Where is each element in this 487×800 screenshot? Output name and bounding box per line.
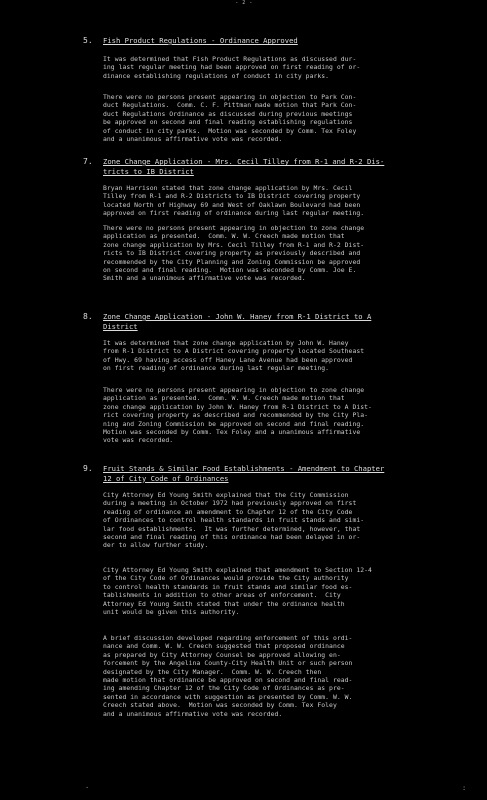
- section-paragraph: There were no persons present appearing in objection to zone change application as presented. Comm. W. W. Creech made motion that zone change application by Mrs. Cecil Tilley from R-1 and R-2 Dist- ricts to IB District covering property as previously described and recommended by the City Planning and Zoning Commission be approved on second and final reading. Motion was seconded by Comm. Joe E. Smith and a unanimous affirmative vote was recorded.: [103, 224, 365, 283]
- section-heading: Fish Product Regulations - Ordinance Approved: [103, 36, 298, 45]
- section-paragraph: A brief discussion developed regarding enforcement of this ordi- nance and Comm. W. W. Creech suggested that proposed ordinance as prepared by City Attorney Counsel be approved allowing en- forcement by the Angelina County-City Health Unit or such person designated by the City Manager. Comm. W. W. Creech then made motion that ordinance be approved on second and final read- ing amending Chapter 12 of the City Code of Ordinances as pre- sented in accordance with suggestion as presented by Comm. W. W. Creech stated above. Motion was seconded by Comm. Tex Foley and a unanimous affirmative vote was recorded.: [103, 634, 353, 718]
- section-paragraph: City Attorney Ed Young Smith explained that amendment to Section 12-4 of the City Code of Ordinances would provide the City authority to control health standards in fruit stands and similar food es- tablishments in addition to other areas of enforcement. City Attorney Ed Young Smith stated that under the ordinance health unit would be given this authority.: [103, 566, 372, 617]
- section-number: 8.: [83, 312, 93, 321]
- section-paragraph: It was determined that zone change application by John W. Haney from R-1 District to A District covering property located Southeast of Hwy. 69 having access off Haney Lane Avenue had been approved on first reading of ordinance during last regular meeting.: [103, 339, 365, 373]
- section-paragraph: There were no persons present appearing in objection to zone change application as presented. Comm. W. W. Creech made motion that zone change application by John W. Haney from R-1 District to A Dist- rict covering property as described and recommended by the City Pla- ning and Zoning Commission be approved on second and final reading. Motion was seconded by Comm. Tex Foley and a unanimous affirmative vote was recorded.: [103, 386, 372, 445]
- section-heading: Zone Change Application - John W. Haney from R-1 District to A District: [103, 312, 372, 331]
- section-number: 9.: [83, 464, 93, 473]
- section-paragraph: Bryan Harrison stated that zone change application by Mrs. Cecil Tilley from R-1 and R-2 Districts to IB District covering property located North of Highway 69 and West of Oaklawn Boulevard had been approved on first reading of ordinance during last regular meeting.: [103, 184, 365, 218]
- section-heading: Zone Change Application - Mrs. Cecil Tilley from R-1 and R-2 Dis- tricts to IB District: [103, 157, 385, 176]
- section-number: 7.: [83, 157, 93, 166]
- footer-right-mark: :: [462, 784, 467, 792]
- section-paragraph: There were no persons present appearing in objection to Park Con- duct Regulations. Comm. C. F. Pittman made motion that Park Con- duct Regulations Ordinance as discussed during previous meetings be approved on second and final reading establishing regulations of conduct in city parks. Motion was seconded by Comm. Tex Foley and a unanimous affirmative vote was recorded.: [103, 93, 357, 144]
- section-heading: Fruit Stands & Similar Food Establishments - Amendment to Chapter 12 of City Code of Ordinances: [103, 464, 385, 483]
- section-paragraph: It was determined that Fish Product Regulations as discussed dur- ing last regular meeting had been approved on first reading of or- dinance establishing regulations of conduct in city parks.: [103, 55, 361, 80]
- page-number: - 2 -: [235, 0, 253, 6]
- section-paragraph: City Attorney Ed Young Smith explained that the City Commission during a meeting in October 1972 had previously approved on first reading of ordinance an amendment to Chapter 12 of the City Code of Ordinances to control health standards in fruit stands and simi- lar food establishments. It was further determined, however, that second and final reading of this ordinance had been delayed in or- der to allow further study.: [103, 491, 365, 550]
- section-number: 5.: [83, 36, 93, 45]
- footer-left-mark: ·: [85, 784, 90, 792]
